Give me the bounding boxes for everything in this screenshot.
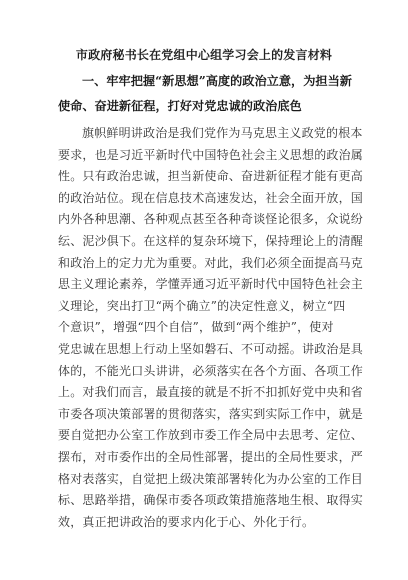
body-line: 效，真正把讲政治的要求内化于心、外化于行。 xyxy=(58,514,315,529)
body-line: 的政治站位。现在信息技术高速发达，社会全面开放，国 xyxy=(58,190,364,205)
body-line: 个意识”，增强“四个自信”，做到“两个维护”，使对 xyxy=(58,320,334,335)
body-line: 体的，不能光口头讲讲，必须落实在各个方面、各项工作 xyxy=(58,363,364,378)
body-line: 党忠诚在思想上行动上坚如磐石、不可动摇。讲政治是具 xyxy=(58,341,364,356)
body-line: 标、思路举措，确保市委各项政策措施落地生根、取得实 xyxy=(58,493,364,508)
document-title: 市政府秘书长在党组中心组学习会上的发言材料 xyxy=(75,48,333,62)
body-line: 市委各项决策部署的贯彻落实，落实到实际工作中，就是 xyxy=(58,406,364,421)
body-line: 内外各种思潮、各种观点甚至各种奇谈怪论很多，众说纷 xyxy=(58,212,364,227)
body-line: 性。只有政治忠诚，担当新使命、奋进新征程才能有更高 xyxy=(58,169,364,184)
body-line: 义理论，突出打卫“两个确立”的决定性意义，树立“四 xyxy=(58,298,346,313)
section-heading xyxy=(58,69,358,119)
body-line: 要自觉把办公室工作放到市委工作全局中去思考、定位、 xyxy=(58,428,364,443)
body-line: 摆布，对市委作出的全局性部署，提出的全局性要求，严 xyxy=(58,449,364,464)
section-heading-line: 使命、奋进新征程，打好对党忠诚的政治底色 xyxy=(58,99,302,113)
body-line: 格对表落实，自觉把上级决策部署转化为办公室的工作目 xyxy=(58,471,364,486)
body-line: 纭、泥沙俱下。在这样的复杂环境下，保持理论上的清醒 xyxy=(58,233,364,248)
body-line: 和政治上的定力尤为重要。对此，我们必须全面提高马克 xyxy=(58,255,364,270)
section-heading-line: 一、牢牢把握“新思想”高度的政治立意，为担当新 xyxy=(82,74,352,88)
body-line: 旗帜鲜明讲政治是我们党作为马克思主义政党的根本 xyxy=(82,126,363,140)
body-line: 要求，也是习近平新时代中国特色社会主义思想的政治属 xyxy=(58,147,364,162)
body-line: 思主义理论素养，学懂弄通习近平新时代中国特色社会主 xyxy=(58,277,364,292)
body-line: 上。对我们而言，最直接的就是不折不扣抓好党中央和省 xyxy=(58,385,364,400)
body-paragraph xyxy=(58,123,364,533)
